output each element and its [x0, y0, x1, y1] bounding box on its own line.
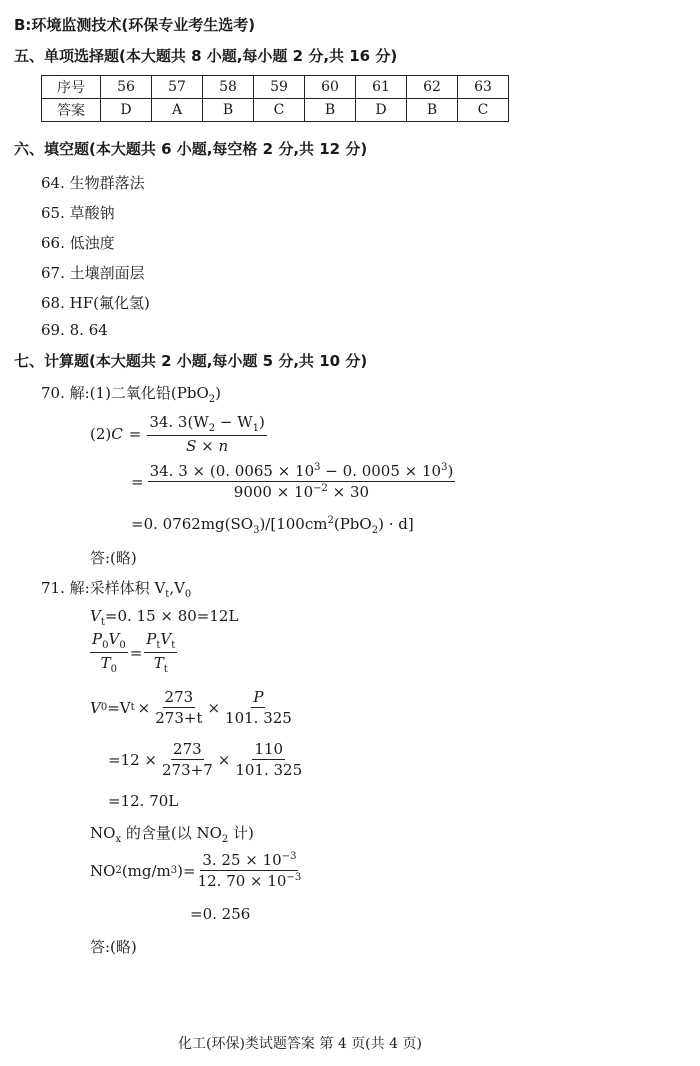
table-cell: 62: [407, 76, 458, 99]
table-cell: 58: [203, 76, 254, 99]
fraction: $\frac{P}{101. 325}$: [225, 688, 292, 727]
q70-result: =0. $0762mg(SO_3)/[100cm^2(PbO_2) \cdot d]$: [131, 515, 414, 536]
fill-item: 68. HF(氟化氢): [41, 294, 150, 312]
answer-table: [41, 75, 509, 122]
part5-title: 五、单项选择题(本大题共 8 小题,每小题 2 分,共 16 分): [14, 47, 398, 65]
q71-no2-result: =0. 256: [190, 905, 251, 923]
q70-answer: 答:(略): [90, 549, 137, 567]
table-cell: 59: [254, 76, 305, 99]
part7-title: 七、计算题(本大题共 2 小题,每小题 5 分,共 10 分): [14, 352, 368, 370]
q71-vt: $V_t=0$. 15 × 80=12L: [90, 607, 239, 628]
table-cell: C: [458, 99, 509, 122]
page-footer: 化工(环保)类试题答案 第 4 页(共 4 页): [178, 1036, 422, 1052]
table-cell: C: [254, 99, 305, 122]
q71-v0: V 0 =V t × $\frac{273}{273+t}$ × $\frac{P}{101. 325}$: [90, 688, 292, 727]
table-cell: 56: [101, 76, 152, 99]
table-cell: 57: [152, 76, 203, 99]
q71-nox-line: $NO_x$ 的含量(以 $NO_2$ 计): [90, 824, 254, 845]
q70-formula1: (2) C = $\frac{34. 3(W_2 - W_1)}{S \times n}$: [90, 413, 265, 455]
fill-item: 67. 土壤剖面层: [41, 264, 145, 282]
q71-v0-result: =12. 70L: [108, 792, 179, 810]
fraction: $\frac{273}{273+7}$: [162, 740, 213, 779]
section-b-title: B:环境监测技术(环保专业考生选考): [14, 16, 256, 34]
table-cell: B: [305, 99, 356, 122]
q70-line1: 70. 解:(1)二氧化铅(PbO$_2$): [41, 384, 222, 405]
table-cell: B: [203, 99, 254, 122]
fraction: $\frac{273}{273+t}$: [155, 688, 203, 727]
table-cell: B: [407, 99, 458, 122]
part6-title: 六、填空题(本大题共 6 小题,每空格 2 分,共 12 分): [14, 140, 368, 158]
q71-no2-formula: NO 2 (mg/m 3 )= $\frac{3. 25 \times 10^{-3}}{12. 70 \times 10^{-3}}$: [90, 851, 302, 890]
q70-formula2: = $\frac{34. 3 \times (0. 0065 \times 10^3 - 0. 0005 \times 10^3)}{9000 \times 10^{-2} \times 30}$: [131, 462, 454, 501]
q71-line1: 71. 解:采样体积 $V_t,V_0$: [41, 579, 192, 600]
fraction: $\frac{3. 25 \times 10^{-3}}{12. 70 \times 10^{-3}}$: [197, 851, 302, 890]
q71-ratio: $\frac{P_0V_0}{T_0}$ = $\frac{P_tV_t}{T_t}$: [92, 630, 176, 675]
fraction: $\frac{P_0V_0}{T_0}$: [92, 630, 126, 675]
fill-item: 66. 低浊度: [41, 234, 115, 252]
q71-calc: =12 × $\frac{273}{273+7}$ × $\frac{110}{101. 325}$: [108, 740, 303, 779]
table-header-cell: 序号: [42, 76, 101, 99]
fill-item: 64. 生物群落法: [41, 174, 145, 192]
table-cell: D: [356, 99, 407, 122]
table-cell: D: [101, 99, 152, 122]
fraction: $\frac{34. 3(W_2 - W_1)}{S \times n}$: [149, 413, 265, 455]
fill-item: 65. 草酸钠: [41, 204, 115, 222]
fraction: $\frac{110}{101. 325}$: [235, 740, 303, 779]
table-row-numbers: [42, 76, 509, 99]
table-row-answers: [42, 99, 509, 122]
table-header-cell: 答案: [42, 99, 101, 122]
table-cell: 63: [458, 76, 509, 99]
fill-item: 69. 8. 64: [41, 321, 108, 339]
fraction: $\frac{P_tV_t}{T_t}$: [146, 630, 176, 675]
table-cell: 60: [305, 76, 356, 99]
table-cell: 61: [356, 76, 407, 99]
table-cell: A: [152, 99, 203, 122]
fraction: $\frac{34. 3 \times (0. 0065 \times 10^3 - 0. 0005 \times 10^3)}{9000 \times 10^{-2} \times 30}$: [149, 462, 454, 501]
q71-answer: 答:(略): [90, 938, 137, 956]
